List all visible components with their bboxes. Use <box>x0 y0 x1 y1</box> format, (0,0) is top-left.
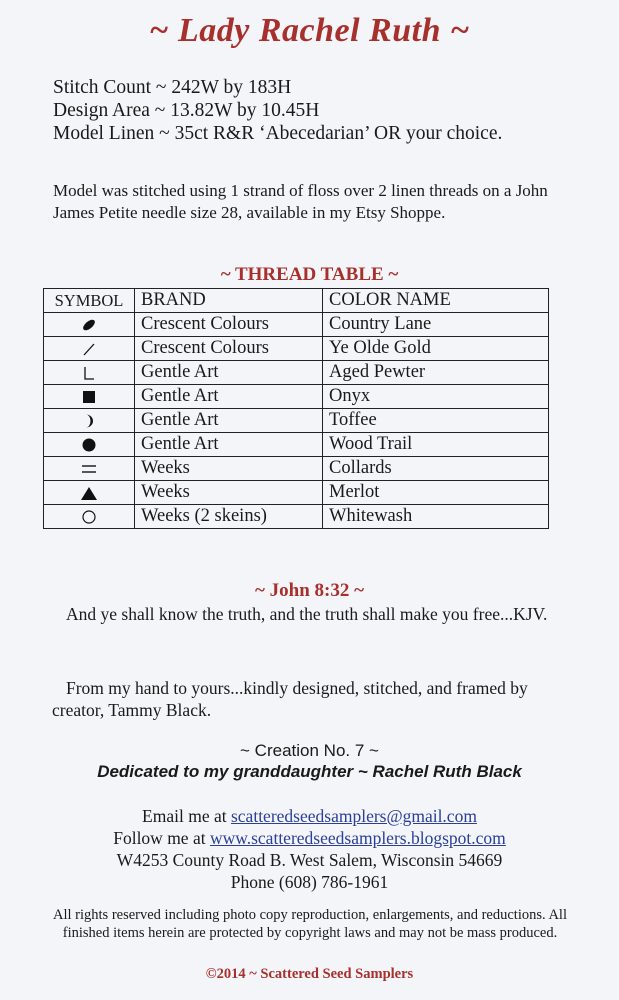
phone: Phone (608) 786-1961 <box>230 872 389 892</box>
color-cell: Wood Trail <box>323 433 549 457</box>
color-cell: Aged Pewter <box>323 361 549 385</box>
brand-cell: Weeks <box>135 457 323 481</box>
email-prefix: Email me at <box>142 806 227 826</box>
filled-triangle-icon <box>80 485 98 501</box>
table-row <box>44 433 549 457</box>
brand-cell: Gentle Art <box>135 433 323 457</box>
filled-square-icon <box>81 389 97 405</box>
color-cell: Onyx <box>323 385 549 409</box>
table-row <box>44 481 549 505</box>
creation-number: ~ Creation No. 7 ~ <box>240 741 379 760</box>
thread-table-heading: ~ THREAD TABLE ~ <box>220 264 399 285</box>
table-row <box>44 409 549 433</box>
brand-cell: Gentle Art <box>135 385 323 409</box>
color-cell: Merlot <box>323 481 549 505</box>
table-row <box>44 385 549 409</box>
blog-link[interactable]: www.scatteredseedsamplers.blogspot.com <box>209 828 506 848</box>
email-line <box>0 805 619 827</box>
double-line-icon <box>80 461 98 477</box>
crescent-icon <box>81 413 97 429</box>
dedication: Dedicated to my granddaughter ~ Rachel Ruth Black <box>97 762 522 781</box>
brand-cell: Crescent Colours <box>135 313 323 337</box>
slanted-oval-icon <box>81 317 97 333</box>
stitch-count: Stitch Count ~ 242W by 183H <box>53 77 292 98</box>
slash-icon <box>81 341 97 357</box>
filled-circle-icon <box>81 437 97 453</box>
page-title: ~ Lady Rachel Ruth ~ <box>149 12 470 49</box>
contact-block <box>0 805 619 893</box>
color-cell: Toffee <box>323 409 549 433</box>
thread-table <box>43 288 549 529</box>
follow-prefix: Follow me at <box>113 828 206 848</box>
specs-block <box>53 76 502 145</box>
brand-cell: Gentle Art <box>135 361 323 385</box>
color-header: COLOR NAME <box>323 289 549 313</box>
brand-header: BRAND <box>135 289 323 313</box>
copyright: ©2014 ~ Scattered Seed Samplers <box>205 966 414 982</box>
open-circle-icon <box>81 509 97 525</box>
table-row <box>44 313 549 337</box>
hand-note: From my hand to yours...kindly designed, stitched, and framed by creator, Tammy Black. <box>52 678 528 720</box>
table-row <box>44 457 549 481</box>
brand-cell: Weeks <box>135 481 323 505</box>
brand-cell: Gentle Art <box>135 409 323 433</box>
brand-cell: Crescent Colours <box>135 337 323 361</box>
email-link[interactable]: scatteredseedsamplers@gmail.com <box>230 806 477 826</box>
color-cell: Country Lane <box>323 313 549 337</box>
stitching-note: Model was stitched using 1 strand of floss over 2 linen threads on a John James Petite needle size 28, available in my Etsy Shoppe. <box>53 181 548 222</box>
brand-cell: Weeks (2 skeins) <box>135 505 323 529</box>
symbol-header: SYMBOL <box>44 289 135 313</box>
follow-line <box>0 827 619 849</box>
design-area: Design Area ~ 13.82W by 10.45H <box>53 100 320 121</box>
table-row <box>44 361 549 385</box>
verse-text: And ye shall know the truth, and the truth shall make you free...KJV. <box>66 604 548 624</box>
color-cell: Whitewash <box>323 505 549 529</box>
table-row <box>44 505 549 529</box>
rights-notice: All rights reserved including photo copy reproduction, enlargements, and reductions. All finished items herein are protected by copyright laws and may not be mass produced. <box>53 907 567 941</box>
model-linen: Model Linen ~ 35ct R&R ‘Abecedarian’ OR your choice. <box>53 123 503 144</box>
l-shape-icon <box>81 365 97 381</box>
color-cell: Collards <box>323 457 549 481</box>
address: W4253 County Road B. West Salem, Wisconsin 54669 <box>116 850 503 870</box>
verse-heading: ~ John 8:32 ~ <box>255 580 364 601</box>
color-cell: Ye Olde Gold <box>323 337 549 361</box>
table-row <box>44 337 549 361</box>
thread-table-header-row <box>44 289 549 313</box>
